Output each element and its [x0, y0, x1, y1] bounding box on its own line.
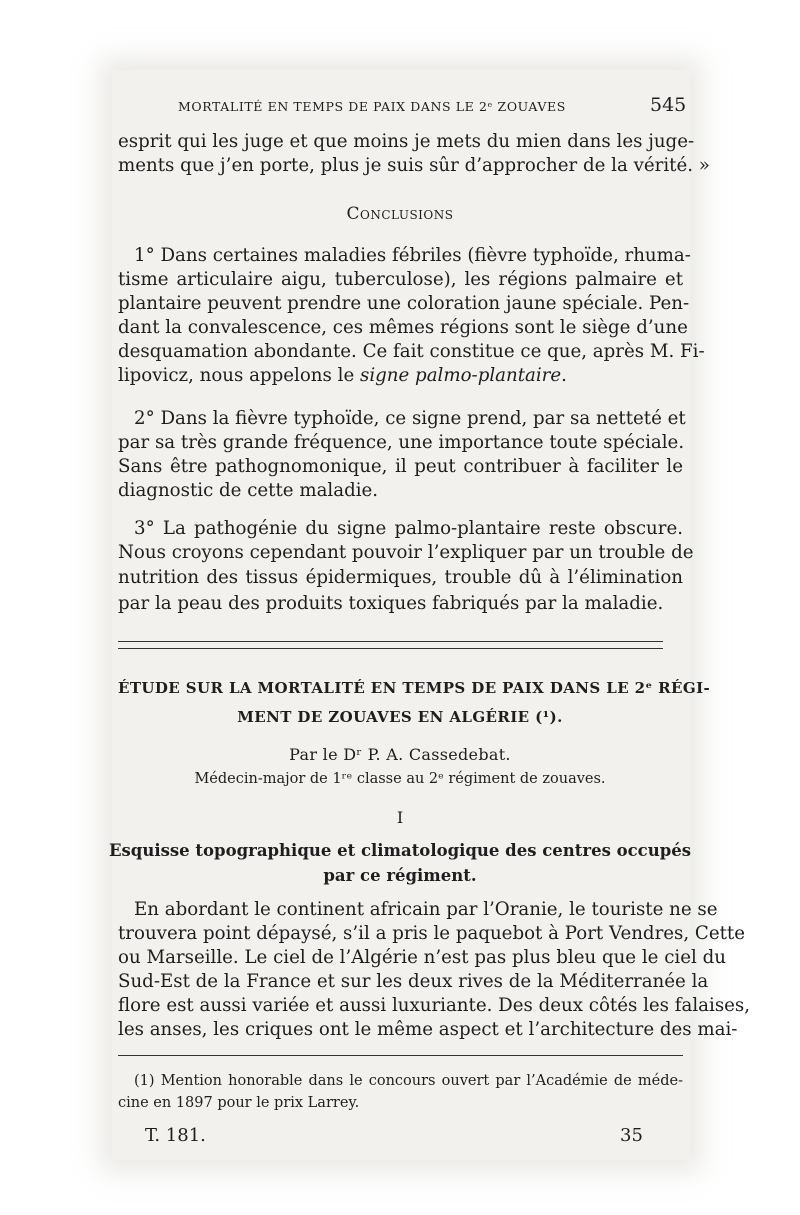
intro-line: ments que j’en porte, plus je suis sûr d’approcher de la vérité. »	[118, 155, 710, 176]
affiliation: Médecin-major de 1ʳᵉ classe au 2ᵉ régiment de zouaves.	[194, 771, 606, 787]
running-title: MORTALITÉ EN TEMPS DE PAIX DANS LE 2ᵉ ZOUAVES	[178, 99, 566, 114]
intro-line: esprit qui les juge et que moins je mets du mien dans les juge-	[118, 131, 695, 152]
body-line: ou Marseille. Le ciel de l’Algérie n’est pas plus bleu que le ciel du	[118, 947, 726, 968]
paragraph-line: 1° Dans certaines maladies fébriles (fièvre typhoïde, rhuma-	[134, 245, 691, 266]
paragraph-line: plantaire peuvent prendre une coloration jaune spéciale. Pen-	[118, 293, 690, 314]
paragraph-line: 3° La pathogénie du signe palmo-plantaire reste obscure.	[134, 518, 683, 539]
paragraph-line: nutrition des tissus épidermiques, trouble dû à l’élimination	[118, 567, 683, 588]
section-divider	[118, 648, 663, 649]
paragraph-line: par la peau des produits toxiques fabriqués par la maladie.	[118, 593, 664, 614]
body-line: les anses, les criques ont le même aspect et l’architecture des mai-	[118, 1019, 738, 1040]
paragraph-line: Nous croyons cependant pouvoir l’expliquer par un trouble de	[118, 542, 694, 563]
paragraph-line: 2° Dans la fièvre typhoïde, ce signe prend, par sa netteté et	[134, 408, 686, 429]
paragraph-line: dant la convalescence, ces mêmes régions sont le siège d’une	[118, 317, 688, 338]
paragraph-line: Sans être pathognomonique, il peut contribuer à faciliter le	[118, 456, 683, 477]
footnote-line: cine en 1897 pour le prix Larrey.	[118, 1095, 360, 1111]
section-divider	[118, 641, 663, 642]
section-number: I	[396, 808, 404, 827]
body-line: En abordant le continent africain par l’Oranie, le touriste ne se	[134, 899, 718, 920]
signature-mark: 35	[620, 1125, 643, 1146]
section-heading: Esquisse topographique et climatologique des centres occupés	[108, 841, 692, 860]
article-title: ÉTUDE SUR LA MORTALITÉ EN TEMPS DE PAIX DANS LE 2ᵉ RÉGI-	[118, 679, 711, 697]
byline: Par le Dʳ P. A. Cassedebat.	[289, 745, 511, 764]
paragraph-line: tisme articulaire aigu, tuberculose), les régions palmaire et	[118, 269, 683, 290]
paragraph-line: par sa très grande fréquence, une importance toute spéciale.	[118, 432, 685, 453]
paragraph-line-last	[118, 364, 683, 388]
article-title: MENT DE ZOUAVES EN ALGÉRIE (¹).	[237, 708, 563, 726]
text: .	[561, 365, 567, 386]
footnote-rule	[118, 1055, 683, 1056]
body-line: flore est aussi variée et aussi luxuriante. Des deux côtés les falaises,	[118, 995, 751, 1016]
conclusions-heading: Conclusions	[346, 204, 454, 224]
volume-mark: T. 181.	[145, 1125, 206, 1146]
body-line: trouvera point dépaysé, s’il a pris le paquebot à Port Vendres, Cette	[118, 923, 745, 944]
italic-term: signe palmo-plantaire	[360, 365, 562, 386]
paragraph-line: desquamation abondante. Ce fait constitue ce que, après M. Fi-	[118, 341, 705, 362]
section-heading: par ce régiment.	[323, 866, 477, 885]
page-number: 545	[650, 94, 687, 116]
footnote-line: (1) Mention honorable dans le concours ouvert par l’Académie de méde-	[134, 1073, 683, 1089]
paragraph-line: diagnostic de cette maladie.	[118, 480, 379, 501]
body-line: Sud-Est de la France et sur les deux rives de la Méditerranée la	[118, 971, 709, 992]
text: lipovicz, nous appelons le	[118, 365, 360, 386]
